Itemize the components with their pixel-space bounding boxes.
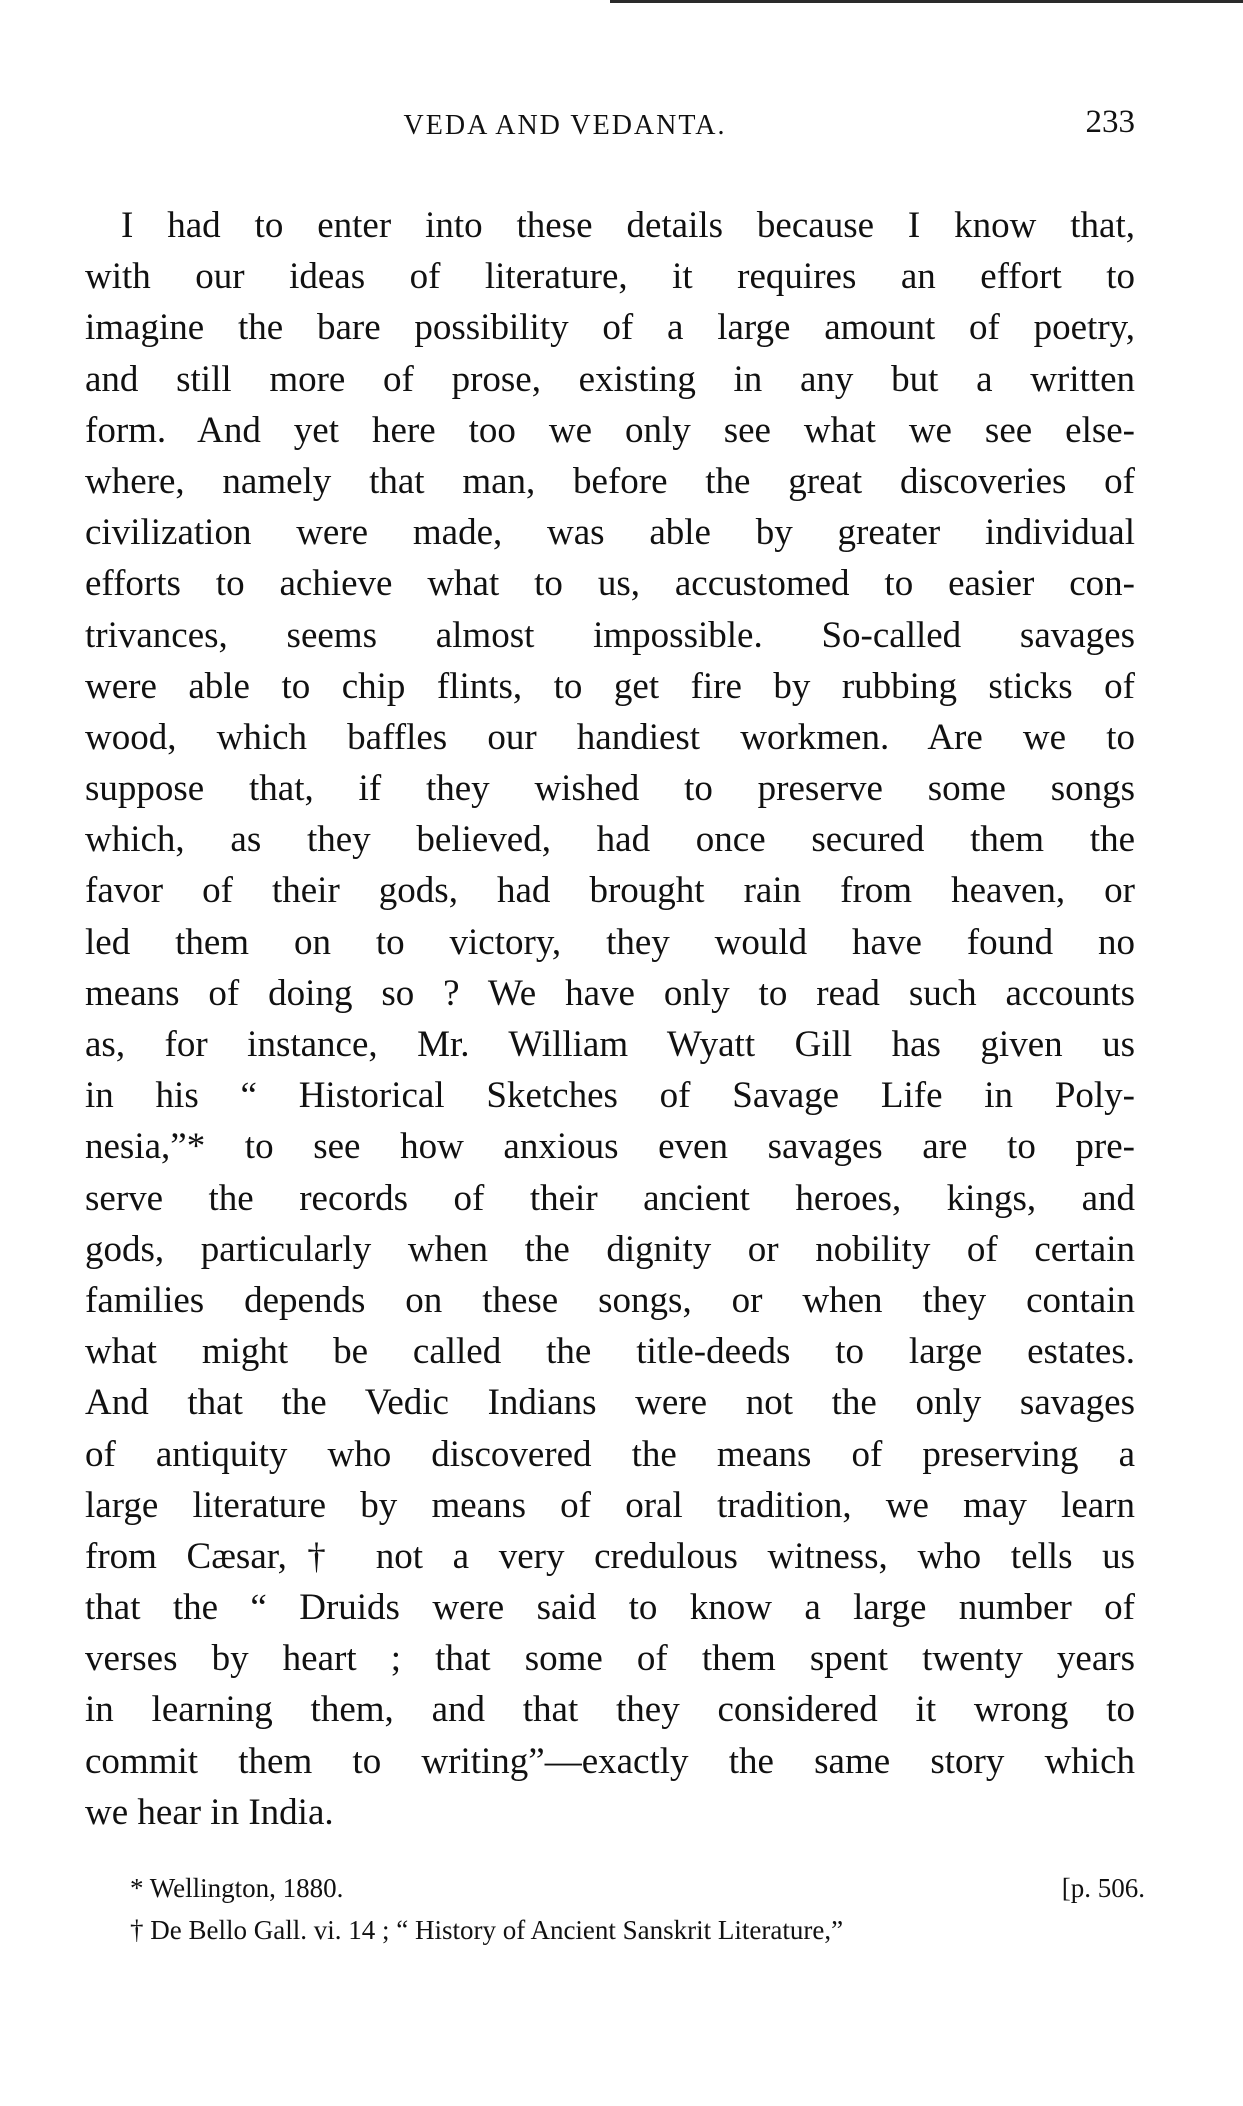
page-number: 233 <box>1085 104 1135 140</box>
text-line: and still more of prose, existing in any but a written <box>85 358 1135 400</box>
text-line: means of doing so ? We have only to read such accounts <box>85 972 1135 1014</box>
text-line: efforts to achieve what to us, accustomed to easier con- <box>85 563 1135 605</box>
footnote-text: † De Bello Gall. vi. 14 ; “ History of Ancient Sanskrit Literature,” <box>130 1915 844 1945</box>
text-line: I had to enter into these details because I know that, <box>121 205 1135 246</box>
text-line: which, as they believed, had once secured them the <box>85 819 1135 861</box>
text-line: favor of their gods, had brought rain from heaven, or <box>85 870 1135 912</box>
text-line: gods, particularly when the dignity or nobility of certain <box>85 1228 1135 1270</box>
text-line: And that the Vedic Indians were not the only savages <box>85 1382 1135 1424</box>
text-line: what might be called the title-deeds to large estates. <box>85 1331 1135 1373</box>
text-line: nesia,”* to see how anxious even savages are to pre- <box>85 1126 1135 1168</box>
text-line: wood, which baffles our handiest workmen. Are we to <box>85 716 1135 758</box>
running-head <box>85 104 1135 150</box>
text-line: led them on to victory, they would have found no <box>85 921 1135 963</box>
text-line: families depends on these songs, or when they contain <box>85 1279 1135 1321</box>
footnote-2 <box>130 1909 1145 1951</box>
footnotes <box>130 1867 1145 1951</box>
text-line: civilization were made, was able by greater individual <box>85 512 1135 554</box>
text-line: in learning them, and that they considered it wrong to <box>85 1689 1135 1731</box>
top-rule <box>610 0 1243 3</box>
text-line: as, for instance, Mr. William Wyatt Gill has given us <box>85 1024 1135 1065</box>
text-line: where, namely that man, before the great discoveries of <box>85 460 1135 502</box>
text-line: were able to chip flints, to get fire by rubbing sticks of <box>85 665 1135 707</box>
text-line: we hear in India. <box>85 1791 334 1833</box>
text-line: imagine the bare possibility of a large amount of poetry, <box>85 307 1135 349</box>
text-line: with our ideas of literature, it requires an effort to <box>85 256 1135 298</box>
footnote-page-ref: [p. 506. <box>1061 1873 1145 1903</box>
footnote-1 <box>130 1867 1145 1909</box>
text-line: from Cæsar,† not a very credulous witness, who tells us <box>85 1535 1135 1577</box>
text-line: commit them to writing”—exactly the same story which <box>85 1740 1135 1782</box>
text-line: verses by heart ; that some of them spent twenty years <box>85 1638 1135 1680</box>
footnote-text: * Wellington, 1880. <box>130 1873 344 1903</box>
text-line: suppose that, if they wished to preserve some songs <box>85 768 1135 810</box>
text-line: serve the records of their ancient heroes, kings, and <box>85 1177 1135 1219</box>
text-line: in his “ Historical Sketches of Savage Life in Poly- <box>85 1075 1135 1117</box>
text-line: trivances, seems almost impossible. So-called savages <box>85 614 1135 656</box>
text-line: that the “ Druids were said to know a large number of <box>85 1587 1135 1629</box>
body-paragraph <box>85 200 1135 1838</box>
text-line: large literature by means of oral tradition, we may learn <box>85 1484 1135 1526</box>
running-title: VEDA AND VEDANTA. <box>403 110 727 141</box>
text-line: form. And yet here too we only see what we see else- <box>85 409 1135 451</box>
text-line: of antiquity who discovered the means of preserving a <box>85 1433 1135 1475</box>
